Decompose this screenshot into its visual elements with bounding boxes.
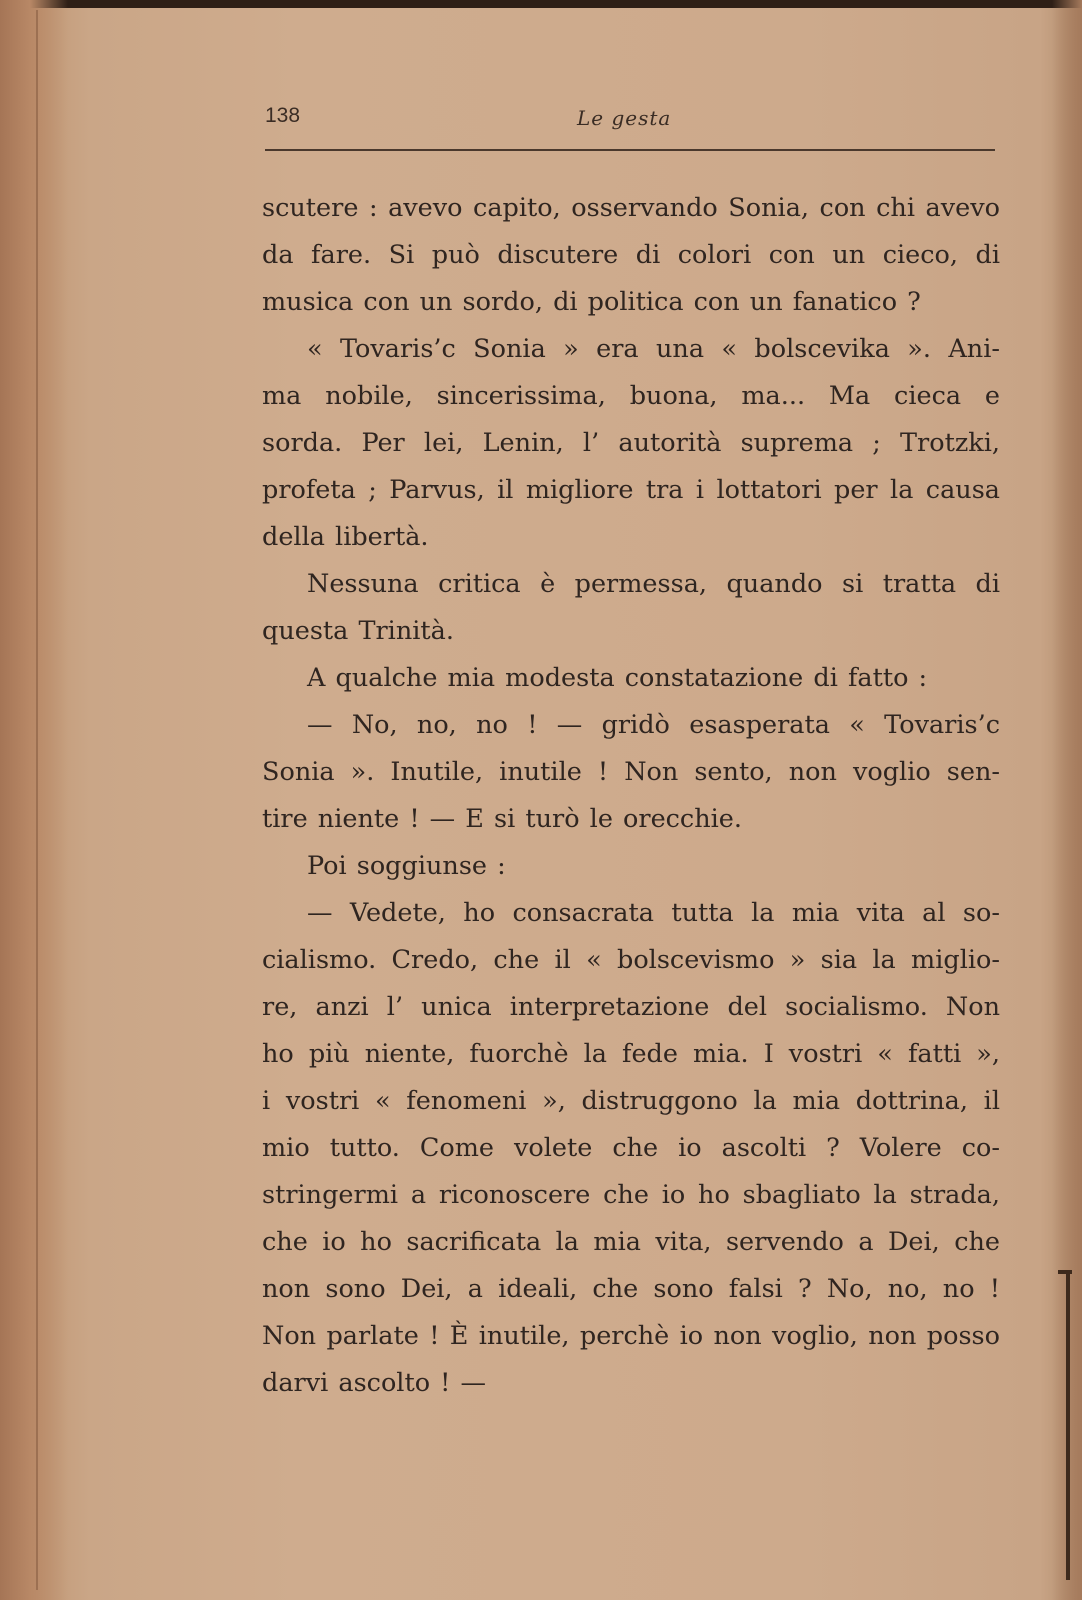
text-line: Nessuna critica è permessa, quando si tratta di	[307, 569, 1000, 599]
text-line: sorda. Per lei, Lenin, l’ autorità suprema ; Trotzki,	[262, 428, 1000, 458]
text-line: Sonia ». Inutile, inutile ! Non sento, non voglio sen-	[262, 757, 1000, 787]
running-head	[265, 98, 995, 140]
text-line: questa Trinità.	[262, 616, 454, 646]
body-text	[262, 185, 1000, 1407]
running-title: Le gesta	[577, 106, 672, 130]
text-line: re, anzi l’ unica interpretazione del socialismo. Non	[262, 992, 1000, 1022]
text-line: mio tutto. Come volete che io ascolti ? Volere co-	[262, 1133, 1000, 1163]
text-line: ma nobile, sincerissima, buona, ma... Ma cieca e	[262, 381, 1000, 411]
text-line: cialismo. Credo, che il « bolscevismo » sia la miglio-	[262, 945, 1000, 975]
text-line: A qualche mia modesta constatazione di fatto :	[307, 663, 928, 693]
text-line: scutere : avevo capito, osservando Sonia, con chi avevo	[262, 193, 1000, 223]
text-line: Poi soggiunse :	[307, 851, 506, 881]
text-line: della libertà.	[262, 522, 429, 552]
text-line: ho più niente, fuorchè la fede mia. I vostri « fatti »,	[262, 1039, 1000, 1069]
text-line: — Vedete, ho consacrata tutta la mia vita al so-	[307, 898, 1000, 928]
text-line: non sono Dei, a ideali, che sono falsi ? No, no, no !	[262, 1274, 1000, 1304]
text-line: tire niente ! — E si turò le orecchie.	[262, 804, 742, 834]
header-rule	[265, 149, 995, 151]
text-line: Non parlate ! È inutile, perchè io non voglio, non posso	[262, 1321, 1000, 1351]
binding-mark	[1066, 1270, 1070, 1580]
gutter-crease	[36, 10, 38, 1590]
text-line: — No, no, no ! — gridò esasperata « Tovaris’c	[307, 710, 1000, 740]
text-line: darvi ascolto ! —	[262, 1368, 487, 1398]
page-gutter	[0, 0, 68, 1600]
page-top-edge	[0, 0, 1082, 8]
page-number: 138	[265, 104, 301, 127]
text-line: stringermi a riconoscere che io ho sbagliato la strada,	[262, 1180, 1000, 1210]
text-line: da fare. Si può discutere di colori con un cieco, di	[262, 240, 1000, 270]
text-line: profeta ; Parvus, il migliore tra i lottatori per la causa	[262, 475, 1000, 505]
binding-mark-tick	[1058, 1270, 1072, 1274]
text-line: i vostri « fenomeni », distruggono la mia dottrina, il	[262, 1086, 1000, 1116]
text-line: « Tovaris’c Sonia » era una « bolscevika ». Ani-	[307, 334, 1000, 364]
text-line: musica con un sordo, di politica con un fanatico ?	[262, 287, 921, 317]
text-line: che io ho sacrificata la mia vita, servendo a Dei, che	[262, 1227, 1000, 1257]
